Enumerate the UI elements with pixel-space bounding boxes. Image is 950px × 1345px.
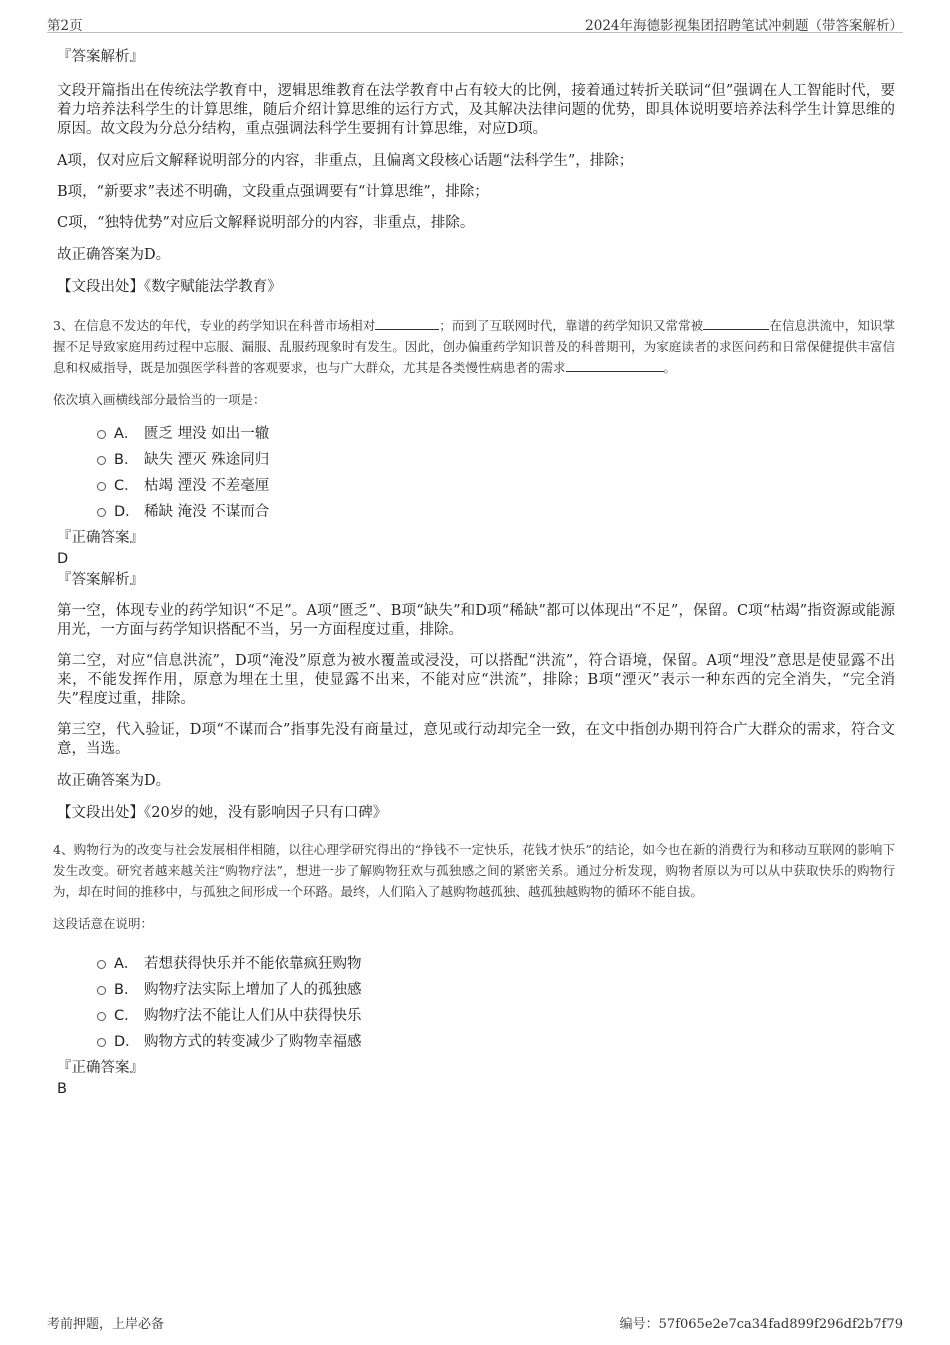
option-a[interactable]: A． 若想获得快乐并不能依靠疯狂购物: [57, 951, 895, 977]
analysis-paragraph: A项，仅对应后文解释说明部分的内容，非重点，且偏离文段核心话题“法科学生”，排除；: [57, 153, 634, 169]
question-text: 3、在信息不发达的年代，专业的药学知识在科普市场相对: [53, 318, 376, 333]
radio-button[interactable]: [97, 960, 106, 969]
document-id: 编号：57f065e2e7ca34fad899f296df2b7f79: [619, 1317, 903, 1332]
source-citation: 【文段出处】《数字赋能法学教育》: [57, 279, 282, 295]
option-c[interactable]: C． 购物疗法不能让人们从中获得快乐: [57, 1003, 895, 1029]
option-b[interactable]: B． 购物疗法实际上增加了人的孤独感: [57, 977, 895, 1003]
analysis-paragraph: 故正确答案为D。: [57, 773, 171, 789]
correct-answer: B: [57, 1081, 67, 1097]
question-text: ；而到了互联网时代，靠谱的药学知识又常常被: [439, 318, 704, 333]
fill-blank: [703, 316, 769, 330]
fill-blank: [566, 358, 664, 372]
radio-button[interactable]: [97, 1012, 106, 1021]
radio-button[interactable]: [97, 508, 106, 517]
question-prompt: 这段话意在说明：: [53, 916, 154, 931]
question-prompt: 依次填入画横线部分最恰当的一项是：: [53, 392, 266, 407]
page-content: [53, 46, 895, 1098]
radio-button[interactable]: [97, 1038, 106, 1047]
question-text: 在信息洪流中，知识掌握不足导致家庭用药过程中忘服、漏服、乱服药现象时有发生。因此，创办偏重药学知识普及的科普期刊，为家庭读者的求医问药和日常保健提供丰富信息和权威指导，既是加强医学科普的客观要求，也与广大群众，尤其是各类慢性病患者的需求: [53, 318, 895, 375]
correct-answer: D: [57, 551, 69, 567]
analysis-paragraph: C项，“独特优势”对应后文解释说明部分的内容，非重点，排除。: [57, 215, 475, 231]
document-title: 2024年海德影视集团招聘笔试冲刺题（带答案解析）: [585, 18, 903, 34]
question-4-stem: 4、购物行为的改变与社会发展相伴相随，以往心理学研究得出的“挣钱不一定快乐，花钱才快乐”的结论，如今也在新的消费行为和移动互联网的影响下发生改变。研究者越来越关注“购物疗法”，想进一步了解购物狂欢与孤独感之间的紧密关系。通过分析发现，购物者原以为可以从中获取快乐的购物行为，却在时间的推移中，与孤独之间形成一个环路。最终，人们陷入了越购物越孤独、越孤独越购物的循环不能自拔。: [53, 842, 895, 899]
analysis-paragraph: 故正确答案为D。: [57, 247, 171, 263]
radio-button[interactable]: [97, 456, 106, 465]
option-c[interactable]: C． 枯竭 湮没 不差毫厘: [57, 473, 895, 499]
question-text: 。: [663, 360, 677, 375]
analysis-paragraph: 文段开篇指出在传统法学教育中，逻辑思维教育在法学教育中占有较大的比例，接着通过转折关联词“但”强调在人工智能时代，要着力培养法科学生的计算思维，随后介绍计算思维的运行方式，及其解决法律问题的优势，即具体说明要培养法科学生计算思维的原因。故文段为分总分结构，重点强调法科学生要拥有计算思维，对应D项。: [57, 83, 895, 137]
page-number: 第2页: [47, 18, 83, 34]
options-list: [57, 951, 895, 1055]
fill-blank: [375, 316, 439, 330]
analysis-paragraph: 第二空，对应“信息洪流”，D项“淹没”原意为被水覆盖或浸没，可以搭配“洪流”，符合语境，保留。A项“埋没”意思是使显露不出来，不能发挥作用，原意为埋在土里，使显露不出来，不能对应“洪流”，排除；B项“湮灭”表示一种东西的完全消失，“完全消失”程度过重，排除。: [57, 653, 895, 707]
radio-button[interactable]: [97, 482, 106, 491]
analysis-label: 『答案解析』: [57, 49, 144, 65]
option-a[interactable]: A． 匮乏 埋没 如出一辙: [57, 421, 895, 447]
page-header: [47, 14, 903, 33]
options-list: [57, 421, 895, 525]
correct-answer-label: 『正确答案』: [57, 1060, 144, 1076]
analysis-paragraph: 第一空，体现专业的药学知识“不足”。A项“匮乏”、B项“缺失”和D项“稀缺”都可以体现出“不足”，保留。C项“枯竭”指资源或能源用光，一方面与药学知识搭配不当，另一方面程度过重，排除。: [57, 603, 895, 638]
correct-answer-label: 『正确答案』: [57, 530, 144, 546]
analysis-paragraph: B项，“新要求”表述不明确，文段重点强调要有“计算思维”，排除；: [57, 184, 489, 200]
option-b[interactable]: B． 缺失 湮灭 殊途同归: [57, 447, 895, 473]
source-citation: 【文段出处】《20岁的她，没有影响因子只有口碑》: [57, 805, 388, 821]
analysis-paragraph: 第三空，代入验证，D项“不谋而合”指事先没有商量过，意见或行动却完全一致，在文中指创办期刊符合广大群众的需求，符合文意，当选。: [57, 722, 895, 757]
option-d[interactable]: D． 稀缺 淹没 不谋而合: [57, 499, 895, 525]
question-3-stem: [53, 315, 895, 378]
option-d[interactable]: D． 购物方式的转变减少了购物幸福感: [57, 1029, 895, 1055]
radio-button[interactable]: [97, 430, 106, 439]
footer-slogan: 考前押题，上岸必备: [47, 1317, 165, 1332]
radio-button[interactable]: [97, 986, 106, 995]
analysis-label: 『答案解析』: [57, 572, 144, 588]
